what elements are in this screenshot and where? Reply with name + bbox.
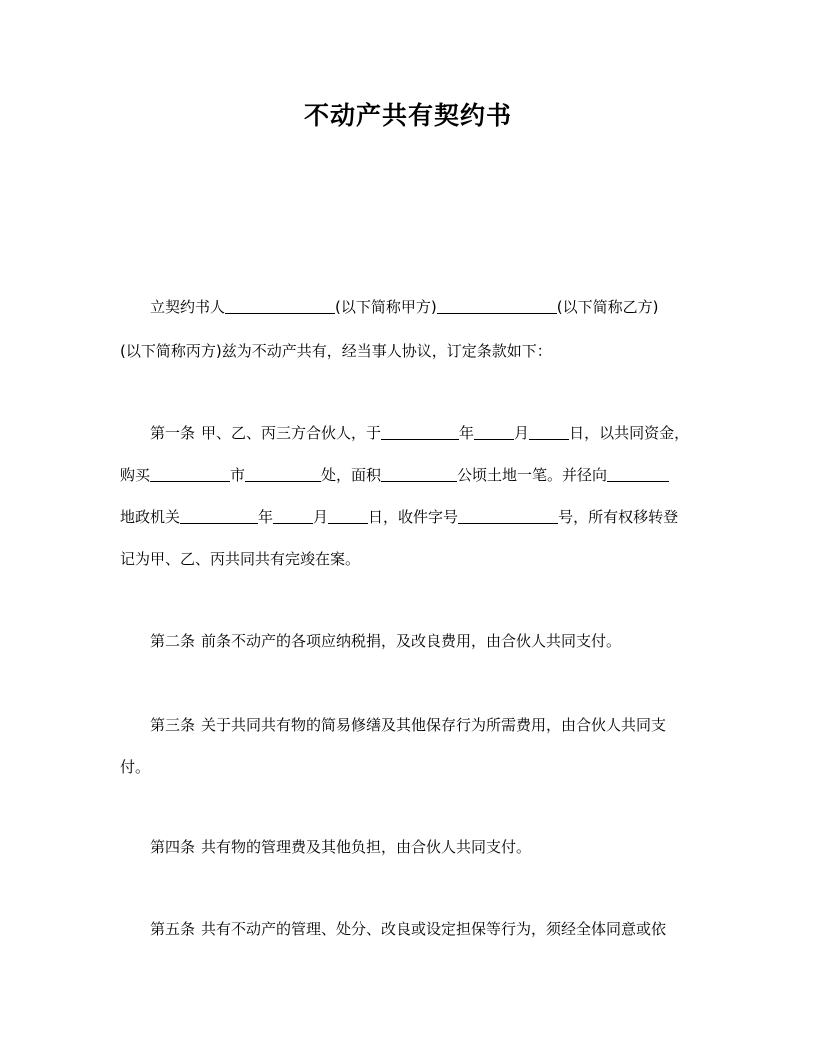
article-text: 年 xyxy=(459,424,475,442)
article-text: 关于共同共有物的简易修缮及其他保存行为所需费用，由合伙人共同支 xyxy=(201,716,667,734)
article-3-line-2: 付。 xyxy=(120,758,151,776)
article-text: 甲、乙、丙三方合伙人，于 xyxy=(201,424,382,442)
blank-party-a[interactable] xyxy=(225,297,335,314)
article-1-line-4: 记为甲、乙、丙共同共有完竣在案。 xyxy=(120,550,361,568)
article-text: 处，面积 xyxy=(321,466,382,484)
article-1-line-2 xyxy=(120,464,669,486)
article-text: 地政机关 xyxy=(120,508,181,526)
preamble-line-1 xyxy=(150,296,658,318)
blank-city[interactable] xyxy=(150,465,230,482)
article-1-line-1 xyxy=(150,422,689,444)
article-text: 日，收件字号 xyxy=(368,508,459,526)
document-title: 不动产共有契约书 xyxy=(303,101,512,130)
article-text: 市 xyxy=(230,466,246,484)
article-text: 号，所有权移转登 xyxy=(558,508,679,526)
article-3-line-1 xyxy=(150,714,666,736)
article-4-line-1 xyxy=(150,836,531,858)
article-2-line-1 xyxy=(150,630,621,652)
article-text: 日，以共同资金， xyxy=(569,424,690,442)
article-text: 共有不动产的管理、处分、改良或设定担保等行为，须经全体同意或依 xyxy=(201,920,667,938)
article-4-label: 第四条 xyxy=(150,838,196,856)
preamble-line-2: (以下简称丙方)兹为不动产共有，经当事人协议，订定条款如下： xyxy=(120,342,552,360)
article-1-label: 第一条 xyxy=(150,424,196,442)
preamble-text: 立契约书人 xyxy=(150,298,226,316)
blank-reg-year[interactable] xyxy=(180,507,258,524)
preamble-text: (以下简称甲方) xyxy=(335,298,437,316)
blank-reg-day[interactable] xyxy=(328,507,368,524)
blank-area[interactable] xyxy=(381,465,457,482)
blank-receipt-number[interactable] xyxy=(458,507,558,524)
blank-location[interactable] xyxy=(245,465,321,482)
article-5-line-1 xyxy=(150,918,666,940)
blank-registry[interactable] xyxy=(607,465,669,482)
blank-day[interactable] xyxy=(529,423,569,440)
article-2-label: 第二条 xyxy=(150,632,196,650)
preamble-text: (以下简称乙方) xyxy=(556,298,659,316)
article-text: 月 xyxy=(514,424,530,442)
article-text: 月 xyxy=(313,508,329,526)
article-text: 共有物的管理费及其他负担，由合伙人共同支付。 xyxy=(201,838,532,856)
article-text: 公顷土地一笔。并径向 xyxy=(457,466,608,484)
blank-party-b[interactable] xyxy=(437,297,557,314)
article-3-label: 第三条 xyxy=(150,716,196,734)
blank-month[interactable] xyxy=(474,423,514,440)
article-5-label: 第五条 xyxy=(150,920,196,938)
article-1-line-3 xyxy=(120,506,678,528)
article-text: 前条不动产的各项应纳税捐，及改良费用，由合伙人共同支付。 xyxy=(201,632,622,650)
blank-reg-month[interactable] xyxy=(273,507,313,524)
article-text: 年 xyxy=(258,508,274,526)
blank-year[interactable] xyxy=(381,423,459,440)
article-text: 购买 xyxy=(120,466,151,484)
